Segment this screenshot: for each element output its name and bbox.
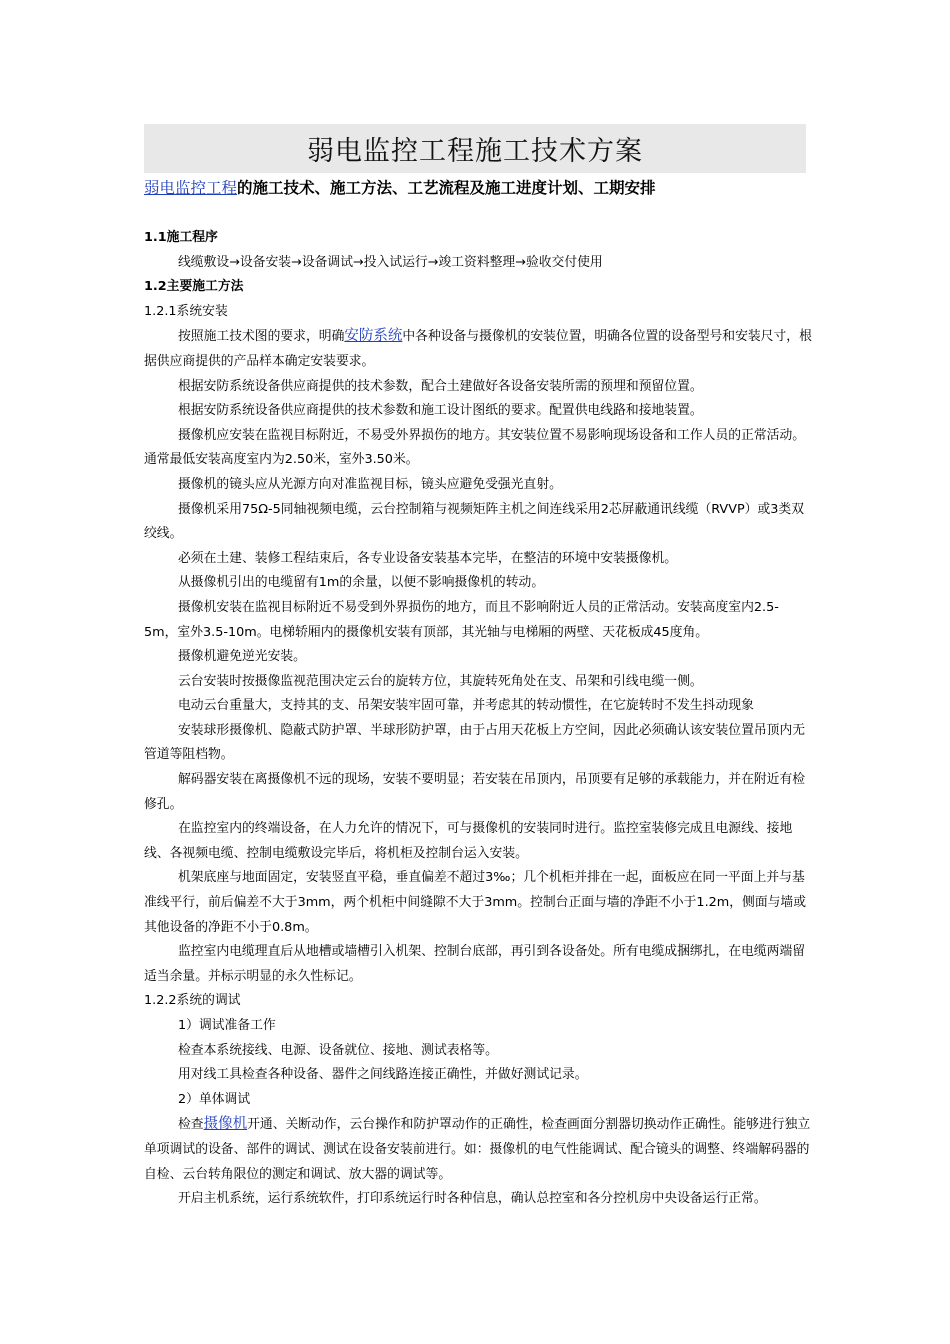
paragraph: 安装球形摄像机、隐蔽式防护罩、半球形防护罩，由于占用天花板上方空间，因此必须确认该安装位置吊顶内无管道等阻档物。: [144, 722, 806, 763]
subtitle-link[interactable]: 弱电监控工程: [144, 179, 238, 197]
paragraph: 摄像机的镜头应从光源方向对准监视目标，镜头应避免受强光直射。: [178, 476, 562, 492]
paragraph-text: 开通、关断动作，云台操作和防护罩动作的正确性，检查画面分割器切换动作正确性。能够进行独立单项调试的设备、部件的调试、测试在设备安装前进行。如：摄像机的电气性能调试、配合镜头的调整、终端解码器的自检、云台转角限位的测定和调试、放大器的调试等。: [144, 1117, 811, 1182]
section-heading-1-2-1: 1.2.1系统安装: [144, 303, 228, 319]
paragraph: 在监控室内的终端设备，在人力允许的情况下，可与摄像机的安装同时进行。监控室装修完成且电源线、接地线、各视频电缆、控制电缆敷设完毕后，将机柜及控制台运入安装。: [144, 821, 793, 861]
paragraph: 摄像机应安装在监视目标附近，不易受外界损伤的地方。其安装位置不易影响现场设备和工作人员的正常活动。通常最低安装高度室内为2.50米，室外3.50米。: [144, 427, 806, 468]
title-bar: [144, 124, 806, 173]
paragraph: 检查本系统接线、电源、设备就位、接地、测试表格等。: [178, 1042, 498, 1058]
paragraph: 根据安防系统设备供应商提供的技术参数和施工设计图纸的要求。配置供电线路和接地装置。: [178, 403, 703, 419]
subtitle-text: 的施工技术、施工方法、工艺流程及施工进度计划、工期安排: [237, 179, 656, 197]
paragraph-text: 检查: [178, 1117, 204, 1133]
section-heading-1-1: 1.1施工程序: [144, 230, 218, 245]
paragraph: 云台安装时按摄像监视范围决定云台的旋转方位，其旋转死角处在支、吊架和引线电缆一侧。: [178, 673, 703, 689]
section-heading-1-2: 1.2主要施工方法: [144, 279, 244, 295]
paragraph: 用对线工具检查各种设备、器件之间线路连接正确性，并做好测试记录。: [178, 1067, 588, 1083]
list-item: 2）单体调试: [178, 1091, 251, 1107]
section-heading-1-2-2: 1.2.2系统的调试: [144, 993, 241, 1009]
paragraph: 电动云台重量大，支持其的支、吊架安装牢固可靠，并考虑其的转动惯性，在它旋转时不发生抖动现象: [178, 698, 754, 714]
paragraph: [144, 324, 812, 374]
paragraph: 开启主机系统，运行系统软件，打印系统运行时各种信息，确认总控室和各分控机房中央设备运行正常。: [178, 1191, 767, 1207]
paragraph: 从摄像机引出的电缆留有1m的余量，以便不影响摄像机的转动。: [178, 575, 545, 591]
paragraph: [144, 1112, 812, 1187]
paragraph: 解码器安装在离摄像机不远的现场，安装不要明显；若安装在吊顶内，吊顶要有足够的承载能力，并在附近有检修孔。: [144, 772, 806, 812]
camera-link[interactable]: 摄像机: [203, 1116, 248, 1133]
document-title: 弱电监控工程施工技术方案: [307, 136, 643, 167]
document-body: [144, 226, 812, 1212]
paragraph: 摄像机采用75Ω-5同轴视频电缆，云台控制箱与视频矩阵主机之间连线采用2芯屏蔽通讯线缆（RVVP）或3类双绞线。: [144, 501, 804, 542]
security-system-link[interactable]: 安防系统: [344, 328, 403, 345]
paragraph-text: 中各种设备与摄像机的安装位置，明确各位置的设备型号和安装尺寸，根据供应商提供的产品样本确定安装要求。: [144, 329, 812, 369]
document-subtitle: [144, 176, 824, 198]
paragraph: 必须在土建、装修工程结束后，各专业设备安装基本完毕，在整洁的环境中安装摄像机。: [178, 550, 678, 566]
paragraph: 监控室内电缆理直后从地槽或墙槽引入机架、控制台底部，再引到各设备处。所有电缆成捆绑扎，在电缆两端留适当余量。并标示明显的永久性标记。: [144, 944, 806, 984]
paragraph: 根据安防系统设备供应商提供的技术参数，配合土建做好各设备安装所需的预埋和预留位置。: [178, 378, 703, 394]
paragraph-text: 按照施工技术图的要求，明确: [178, 329, 345, 345]
paragraph: 机架底座与地面固定，安装竖直平稳，垂直偏差不超过3‰；几个机柜并排在一起，面板应在同一平面上并与基准线平行，前后偏差不大于3mm，两个机柜中间缝隙不大于3mm。控制台正面与墙的净距不小于1.2m，侧面与墙或其他设备的净距不小于0.8m。: [144, 870, 807, 935]
paragraph: 摄像机避免逆光安装。: [178, 649, 306, 665]
construction-flow: 线缆敷设→设备安装→设备调试→投入试运行→竣工资料整理→验收交付使用: [178, 254, 603, 270]
paragraph: 摄像机安装在监视目标附近不易受到外界损伤的地方，而且不影响附近人员的正常活动。安装高度室内2.5-5m，室外3.5-10m。电梯轿厢内的摄像机安装有顶部，其光轴与电梯厢的两壁、天花板成45度角。: [144, 599, 779, 640]
list-item: 1）调试准备工作: [178, 1018, 276, 1033]
